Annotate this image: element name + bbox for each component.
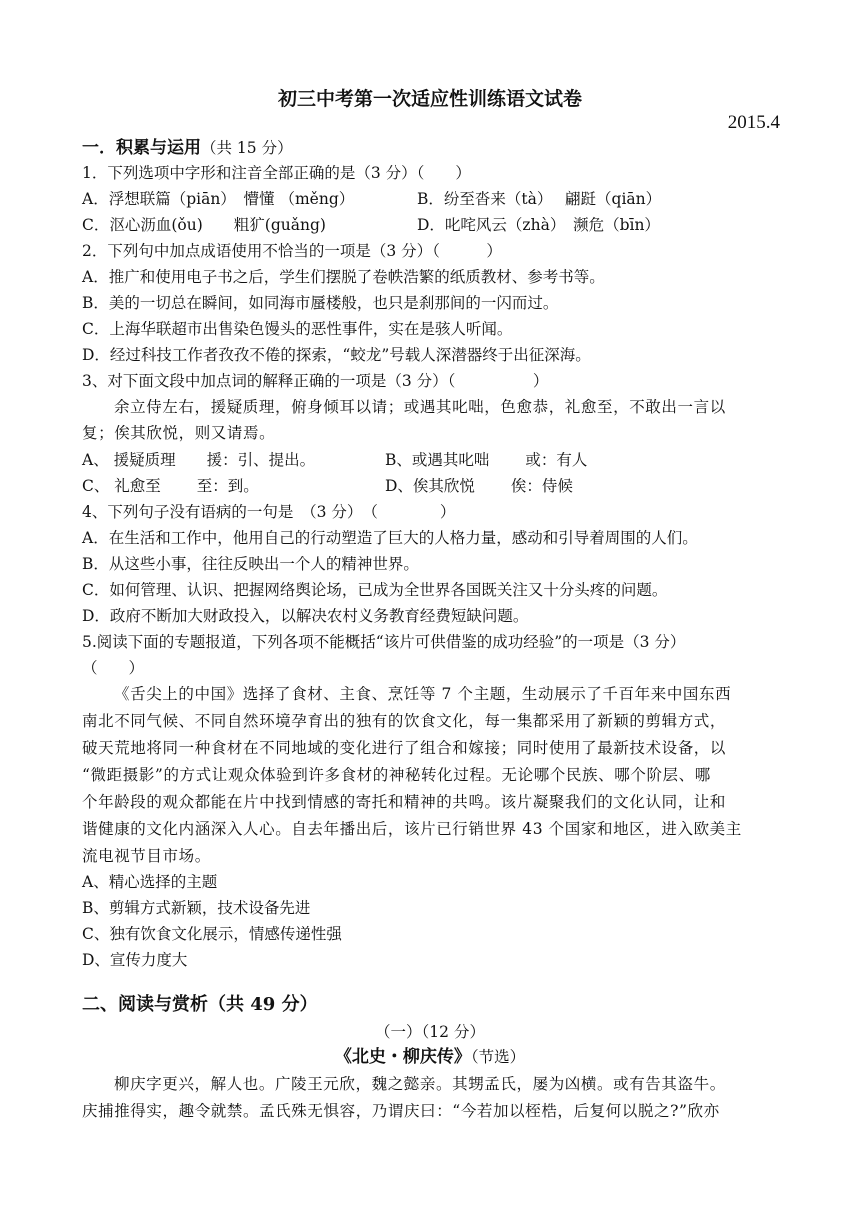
q5-option-a: A、精心选择的主题 xyxy=(82,873,218,891)
q3-passage-line2: 复；俟其欣悦，则又请焉。 xyxy=(82,424,276,442)
q3-option-c: C、 礼愈至 至：到。 xyxy=(82,477,259,495)
classical-text-title: 《北史・柳庆传》 xyxy=(334,1047,471,1067)
q2-option-a: A．推广和使用电子书之后，学生们摆脱了卷帙浩繁的纸质教材、参考书等。 xyxy=(82,268,605,286)
q5-option-b: B、剪辑方式新颖，技术设备先进 xyxy=(82,899,311,917)
q1-option-d: D．叱咤风云（zhà） 濒危（bīn） xyxy=(417,216,660,234)
q3-option-d: D、俟其欣悦 俟：侍候 xyxy=(385,477,573,495)
section1-title: 一．积累与运用 xyxy=(82,138,201,158)
q5-option-d: D、宣传力度大 xyxy=(82,951,188,969)
q4-option-c: C．如何管理、认识、把握网络舆论场，已成为全世界各国既关注又十分头疼的问题。 xyxy=(82,581,668,599)
q5-stem: 5.阅读下面的专题报道，下列各项不能概括“该片可供借鉴的成功经验”的一项是（3 分） xyxy=(82,633,686,651)
q5-passage-line: 谐健康的文化内涵深入人心。自去年播出后，该片已行销世界 43 个国家和地区，进入欧美主 xyxy=(82,820,742,838)
q2-stem: 2．下列句中加点成语使用不恰当的一项是（3 分）（ ） xyxy=(82,242,502,260)
q1-option-c: C．沤心沥血(ǒu) 粗犷(guǎng) xyxy=(82,216,326,234)
q1-options-row2 xyxy=(82,214,660,236)
q5-passage-line: 《舌尖上的中国》选择了食材、主食、烹饪等 7 个主题，生动展示了千百年来中国东西 xyxy=(114,685,732,703)
q2-option-d: D．经过科技工作者孜孜不倦的探索，“蛟龙”号载人深潜器终于出征深海。 xyxy=(82,346,591,364)
q5-passage-line: 个年龄段的观众都能在片中找到情感的寄托和精神的共鸣。该片凝聚我们的文化认同，让和 xyxy=(82,793,727,811)
q5-passage-line: 流电视节目市场。 xyxy=(82,847,211,865)
section2-part1-label: （一）（12 分） xyxy=(375,1023,485,1041)
q2-option-c: C．上海华联超市出售染色馒头的恶性事件，实在是骇人听闻。 xyxy=(82,320,513,338)
q1-options-row1 xyxy=(82,188,661,210)
section2-heading: 二、阅读与赏析（共 49 分） xyxy=(82,994,318,1015)
q3-option-a: A、 援疑质理 援：引、提出。 xyxy=(82,451,316,469)
q3-options-row2 xyxy=(82,475,573,497)
classical-passage-line1: 柳庆字更兴，解人也。广陵王元欣，魏之懿亲。其甥孟氏，屡为凶横。或有告其盗牛。 xyxy=(114,1075,726,1093)
q1-option-b: B．纷至沓来（tà） 翩跹（qiān） xyxy=(417,190,662,208)
exam-title: 初三中考第一次适应性训练语文试卷 xyxy=(277,88,582,110)
exam-date: 2015.4 xyxy=(727,112,780,133)
section1-score: （共 15 分） xyxy=(201,139,293,157)
classical-text-heading xyxy=(0,1046,860,1068)
q4-option-d: D．政府不断加大财政投入，以解决农村义务教育经费短缺问题。 xyxy=(82,607,529,625)
q1-option-a: A．浮想联篇（piān） 懵懂 （měng） xyxy=(82,190,355,208)
q4-stem: 4、下列句子没有语病的一句是 （3 分） （ ） xyxy=(82,503,456,521)
section1-heading xyxy=(82,137,293,159)
q1-stem: 1．下列选项中字形和注音全部正确的是（3 分）（ ） xyxy=(82,164,471,182)
q3-stem: 3、对下面文段中加点词的解释正确的一项是（3 分）（ ） xyxy=(82,372,549,390)
q4-option-b: B．从这些小事，往往反映出一个人的精神世界。 xyxy=(82,555,419,573)
q3-passage-line1: 余立侍左右，援疑质理，俯身倾耳以请；或遇其叱咄，色愈恭，礼愈至，不敢出一言以 xyxy=(114,398,726,416)
q2-option-b: B．美的一切总在瞬间，如同海市蜃楼般，也只是刹那间的一闪而过。 xyxy=(82,294,559,312)
q4-option-a: A．在生活和工作中，他用自己的行动塑造了巨大的人格力量，感动和引导着周围的人们。 xyxy=(82,529,698,547)
q3-option-b: B、或遇其叱咄 或：有人 xyxy=(385,451,588,469)
classical-text-note: （节选） xyxy=(470,1048,526,1066)
q3-options-row1 xyxy=(82,449,587,471)
q5-option-c: C、独有饮食文化展示，情感传递性强 xyxy=(82,925,342,943)
q5-passage-line: “微距摄影”的方式让观众体验到许多食材的神秘转化过程。无论哪个民族、哪个阶层、哪 xyxy=(82,766,711,784)
classical-passage-line2: 庆捕推得实，趣令就禁。孟氏殊无惧容，乃谓庆曰：“今若加以桎梏，后复何以脱之?”欣亦 xyxy=(82,1102,720,1120)
q5-passage-line: 破天荒地将同一种食材在不同地域的变化进行了组合和嫁接；同时使用了最新技术设备，以 xyxy=(82,739,727,757)
q5-passage-line: 南北不同气候、不同自然环境孕育出的独有的饮食文化，每一集都采用了新颖的剪辑方式， xyxy=(82,712,727,730)
q5-answer-paren: （ ） xyxy=(82,659,145,677)
